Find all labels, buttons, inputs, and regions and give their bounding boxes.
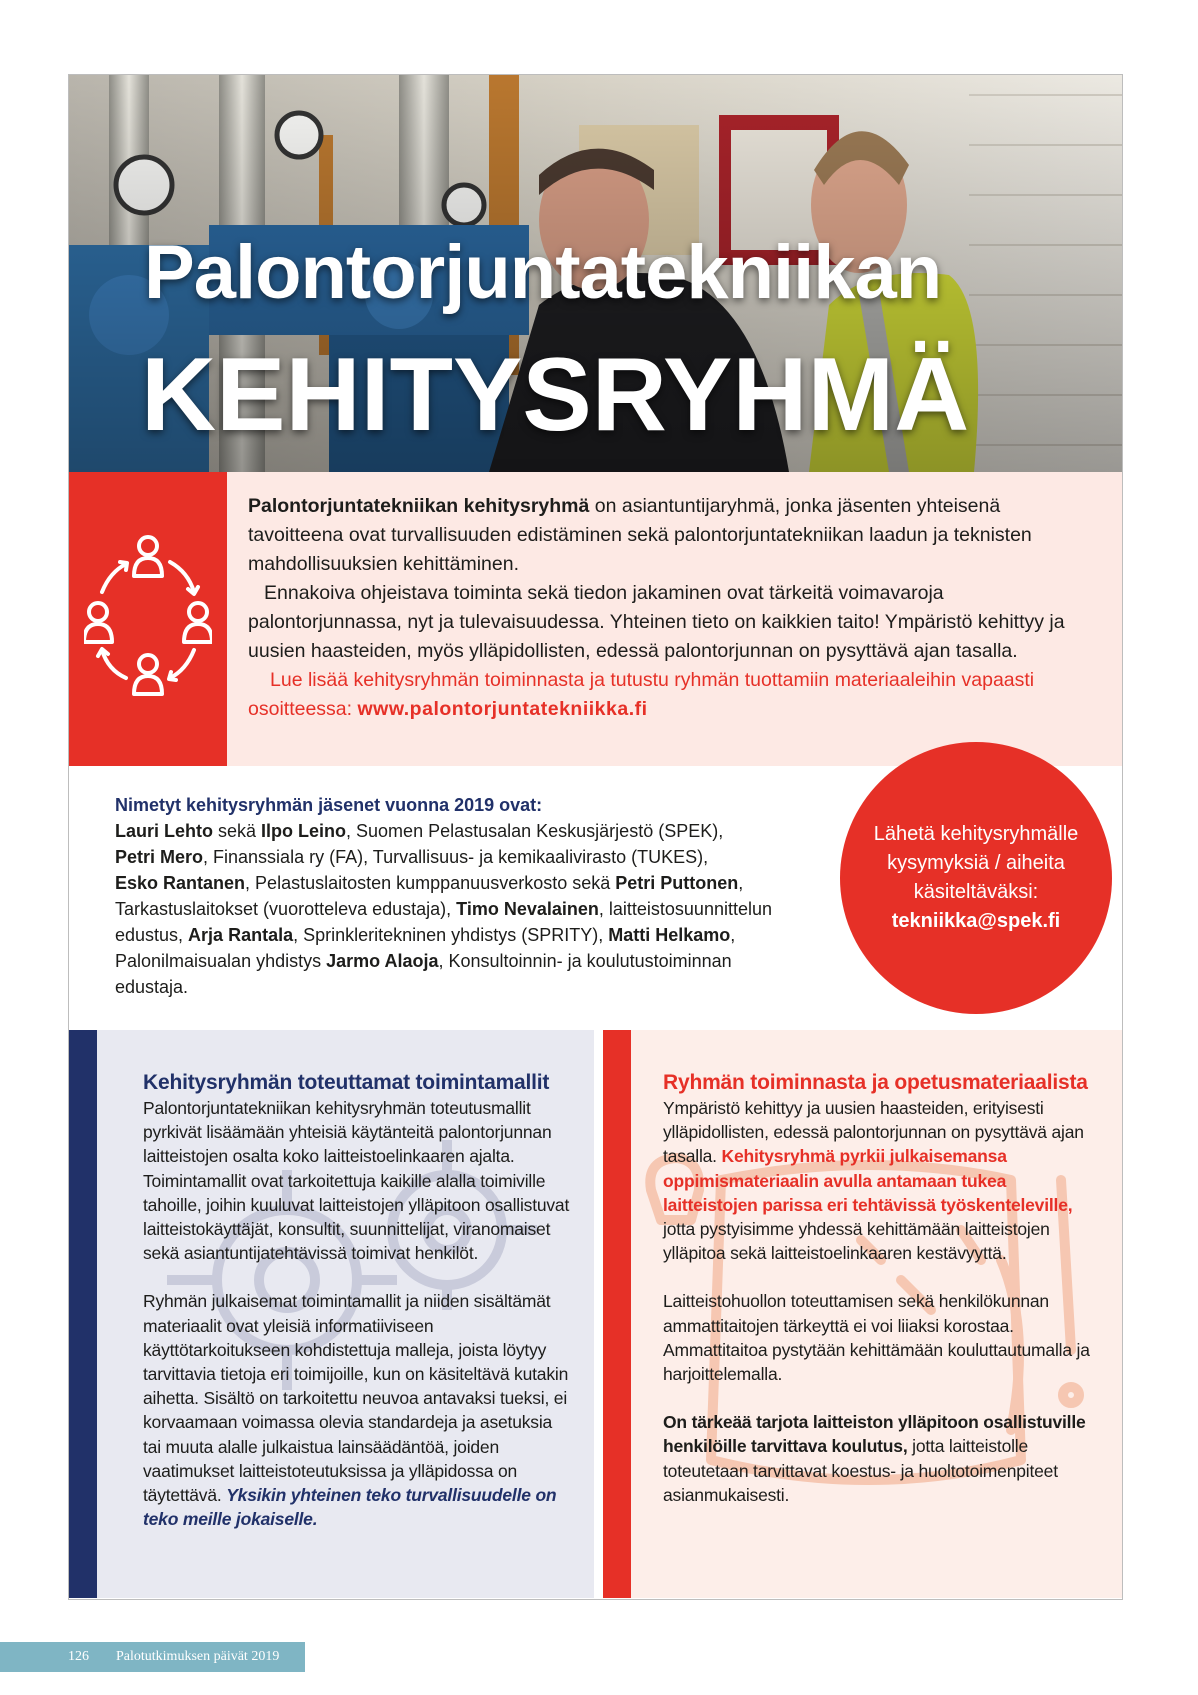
intro-group-name: Palontorjuntatekniikan kehitysryhmä — [248, 495, 590, 517]
member-affiliation: , Suomen Pelastusalan Keskusjärjestö (SPEK), — [346, 821, 724, 841]
left-column-text — [143, 1070, 573, 1531]
right-column-accent-bar — [603, 1030, 631, 1598]
member-name: Lauri Lehto — [115, 821, 213, 841]
member-name: Petri Mero — [115, 847, 204, 867]
left-column — [97, 1030, 594, 1598]
right-column-paragraph-1 — [663, 1096, 1093, 1265]
member-affiliation: , Konsultoinnin- ja koulutustoiminnan — [438, 951, 732, 971]
member-affiliation: , — [730, 925, 736, 945]
left-column-accent-bar — [69, 1030, 97, 1598]
members-heading: Nimetyt kehitysryhmän jäsenet vuonna 2019 ovat: — [115, 795, 543, 815]
right-column-paragraph-1-text: Ympäristö kehittyy ja uusien haasteiden, erityisesti ylläpidollisten, edessä palontorjunnan on pysyttävä ajan tasalla. — [663, 1098, 1084, 1167]
intro-paragraph-1 — [248, 492, 1098, 579]
member-name: Ilpo Leino — [261, 821, 347, 841]
member-affiliation: , — [738, 873, 744, 893]
contact-line-2: kysymyksiä / aiheita — [887, 852, 1065, 874]
member-affiliation: , Sprinkleritekninen yhdistys (SPRITY), — [293, 925, 609, 945]
contact-email-link[interactable]: tekniikka@spek.fi — [891, 910, 1061, 932]
member-name: Esko Rantanen — [115, 873, 246, 893]
intro-icon-panel — [69, 472, 227, 766]
right-column-paragraph-1-end: jotta pystyisimme yhdessä kehittämään laitteistojen ylläpitoa sekä laitteistoelinkaaren kestävyyttä. — [663, 1219, 1050, 1264]
hero-title: Palontorjuntatekniikan — [144, 230, 942, 315]
right-column-paragraph-3 — [663, 1410, 1093, 1507]
left-column-heading: Kehitysryhmän toteuttamat toimintamallit — [143, 1071, 550, 1094]
page-number: 126 — [68, 1649, 89, 1664]
member-affiliation: Palonilmaisualan yhdistys — [115, 951, 327, 971]
member-affiliation: , laitteistosuunnittelun — [598, 899, 772, 919]
intro-paragraph-2: Ennakoiva ohjeistava toiminta sekä tiedon jakaminen ovat tärkeitä voimavaroja palontorjunnassa, nyt ja tulevaisuudessa. Yhteinen tieto on kaikkien taito! Ympäristö kehittyy ja uusien haasteiden, myös ylläpidollisten, edessä palontorjunnan on pysyttävä ajan tasalla. — [248, 582, 1065, 662]
intro-paragraph-1-text: on asiantuntijaryhmä, jonka jäsenten yhteisenä tavoitteena ovat turvallisuuden edistäminen sekä palontorjuntatekniikan laadun ja teknisten mahdollisuuksien kehittäminen. — [248, 495, 1032, 575]
member-affiliation: , Finanssiala ry (FA), Turvallisuus- ja kemikaalivirasto (TUKES), — [203, 847, 709, 867]
member-name: Arja Rantala — [188, 925, 294, 945]
intro-link-text: Lue lisää kehitysryhmän toiminnasta ja tutustu ryhmän tuottamiin materiaaleihin vapaasti osoitteessa: — [248, 669, 1035, 720]
member-name: Timo Nevalainen — [456, 899, 599, 919]
member-name: Petri Puttonen — [615, 873, 739, 893]
left-column-paragraph-2-text: Ryhmän julkaisemat toimintamallit ja niiden sisältämät materiaalit ovat yleisiä informatiiviseen käyttötarkoitukseen kohdistettuja malleja, joista löytyy tarvittavia tietoja eri toimijoille, kun on käsiteltävä kutakin aihetta. Sisältö on tarkoitettu neuvoa antavaksi tueksi, ei korvaamaan voimassa olevia standardeja ja asetuksia tai muuta alalle julkaistua lainsäädäntöä, joiden vaatimukset laitteistoteutuksissa ja ylläpidossa on täytettävä. — [143, 1291, 569, 1506]
right-column-paragraph-3-bold: On tärkeää tarjota laitteiston ylläpitoon osallistuville henkilöille tarvittava koulutus, — [663, 1412, 1086, 1457]
left-column-paragraph-2 — [143, 1289, 573, 1531]
member-affiliation: edustaja. — [115, 977, 189, 997]
left-column-paragraph-1: Palontorjuntatekniikan kehitysryhmän toteutusmallit pyrkivät lisäämään yhteisiä käytänteitä palontorjunnan laitteistojen osalta koko laitteistoelinkaaren ajalta. Toimintamallit ovat tarkoitettuja kaikille alalla toimiville tahoille, joihin kuuluvat laitteistojen ylläpitoon osallistuvat laitteistokäyttäjät, konsultit, suunnittelijat, viranomaiset sekä asiantuntijatehtävissä toimivat henkilöt. — [143, 1098, 570, 1264]
member-affiliation: edustus, — [115, 925, 189, 945]
left-column-slogan: Yksikin yhteinen teko turvallisuudelle on teko meille jokaiselle. — [143, 1485, 557, 1530]
contact-line-1: Lähetä kehitysryhmälle — [873, 823, 1079, 845]
right-column-highlight: Kehitysryhmä pyrkii julkaisemansa oppimismateriaalin avulla antamaan tukea laitteistojen parissa eri tehtävissä työskenteleville, — [663, 1146, 1073, 1215]
page-footer — [0, 1642, 305, 1672]
hero-photo — [69, 75, 1122, 472]
right-column — [631, 1030, 1122, 1598]
member-affiliation: Tarkastuslaitokset (vuorotteleva edustaja), — [115, 899, 457, 919]
right-column-paragraph-2: Laitteistohuollon toteuttamisen sekä henkilökunnan ammattitaitojen tärkeyttä ei voi liiaksi korostaa. Ammattitaitoa pystytään kehittämään kouluttautumalla ja harjoittelemalla. — [663, 1291, 1090, 1385]
intro-paragraph-3 — [248, 666, 1098, 724]
member-name: Matti Helkamo — [608, 925, 731, 945]
member-affiliation: sekä — [213, 821, 262, 841]
right-column-text — [663, 1070, 1093, 1507]
publication-title: Palotutkimuksen päivät 2019 — [116, 1649, 280, 1664]
contact-circle — [840, 742, 1112, 1014]
group-cycle-icon — [84, 532, 212, 702]
members-section — [115, 792, 850, 1000]
right-column-paragraph-3-text: jotta laitteistolle toteutetaan tarvittavat koestus- ja huoltotoimenpiteet asianmukaisesti. — [663, 1436, 1058, 1505]
contact-line-3: käsiteltäväksi: — [913, 881, 1039, 903]
hero-subtitle: KEHITYSRYHMÄ — [141, 337, 970, 453]
members-list — [115, 818, 850, 1000]
member-name: Jarmo Alaoja — [326, 951, 439, 971]
intro-text — [248, 492, 1098, 724]
member-affiliation: , Pelastuslaitosten kumppanuusverkosto sekä — [245, 873, 616, 893]
website-link[interactable]: www.palontorjuntatekniikka.fi — [357, 698, 648, 720]
right-column-heading: Ryhmän toiminnasta ja opetusmateriaalista — [663, 1071, 1088, 1094]
